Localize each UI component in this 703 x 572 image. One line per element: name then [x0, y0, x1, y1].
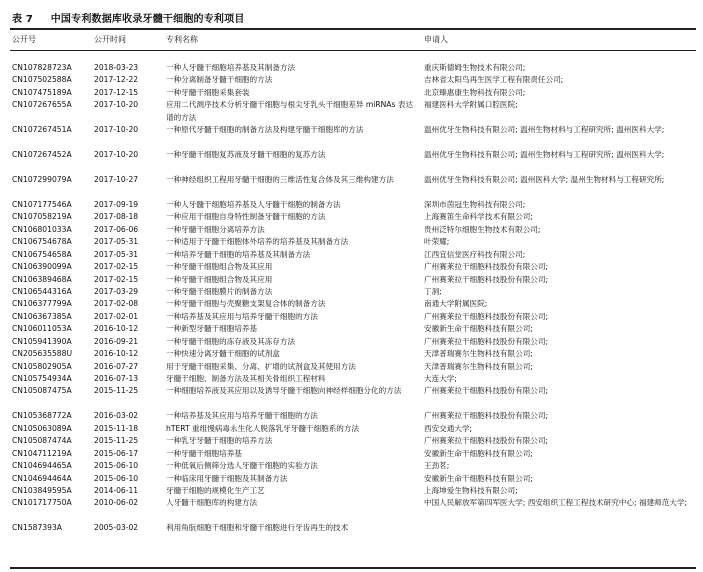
- table-caption: [12, 10, 245, 25]
- cell-title: 用于牙髓干细胞采集、分离、扩增的试剂盒及其使用方法: [166, 361, 356, 371]
- table-row: [0, 174, 703, 199]
- cell-applicant: 丁洞;: [424, 286, 442, 296]
- cell-pub-date: 2017-10-27: [94, 174, 139, 184]
- cell-applicant: 江西宜信堂医疗科技有限公司;: [424, 249, 526, 259]
- cell-pub-date: 2017-02-01: [94, 311, 139, 321]
- cell-pub-date: 2017-08-18: [94, 212, 139, 222]
- cell-applicant: 南通大学附属医院;: [424, 299, 488, 309]
- cell-title: 一种新型牙髓干细胞培养基: [166, 324, 258, 334]
- cell-pub-date: 2015-11-25: [94, 386, 139, 396]
- header-pub-date: 公开时间: [94, 35, 126, 44]
- cell-pub-no: CN105941390A: [12, 336, 72, 346]
- table-row: [0, 423, 703, 435]
- cell-applicant: 西安交通大学;: [424, 423, 473, 433]
- table-header: [0, 34, 703, 46]
- table-row: [0, 361, 703, 373]
- cell-title: 一种牙髓干细胞采集套装: [166, 87, 250, 97]
- table-row: [0, 448, 703, 460]
- cell-title: 一种牙髓干细胞分离培养方法: [166, 224, 265, 234]
- table-row: [0, 373, 703, 385]
- cell-title: 一种快速分离牙髓干细胞的试剂盒: [166, 349, 280, 359]
- cell-pub-no: CN107058219A: [12, 212, 72, 222]
- cell-pub-no: CN105087475A: [12, 386, 72, 396]
- header-applicant: 申请人: [424, 35, 448, 44]
- cell-pub-no: CN106754678A: [12, 237, 72, 247]
- cell-applicant: 大连大学;: [424, 374, 457, 383]
- cell-pub-no: CN105063089A: [12, 423, 72, 433]
- cell-pub-no: CN106754658A: [12, 249, 72, 259]
- cell-applicant: 温州优牙生物科技有限公司; 温州生物材料与工程研究所; 温州医科大学;: [424, 125, 665, 135]
- cell-applicant: 温州优牙生物科技有限公司; 温州医科大学; 温州生物材料与工程研究所;: [424, 174, 665, 184]
- cell-title: 一种低氧后侧筛分选人牙髓干细胞的实验方法: [166, 461, 318, 471]
- cell-applicant: 重庆斯德姆生物技术有限公司;: [424, 63, 526, 72]
- cell-pub-date: 2017-06-06: [94, 224, 139, 234]
- cell-pub-no: CN107267452A: [12, 150, 72, 160]
- table-row: [0, 224, 703, 236]
- cell-pub-date: 2017-05-31: [94, 237, 139, 247]
- cell-pub-no: CN107177546A: [12, 199, 72, 209]
- cell-pub-date: 2016-07-27: [94, 361, 139, 371]
- cell-applicant: 安徽新生命干细胞科技有限公司;: [424, 473, 533, 483]
- cell-title: 利用角朊细胞干细胞和牙髓干细胞进行牙齿再生的技术: [166, 523, 349, 533]
- cell-pub-no: CN106389468A: [12, 274, 72, 284]
- table-row: [0, 385, 703, 410]
- cell-pub-no: CN106390099A: [12, 262, 72, 272]
- cell-pub-date: 2017-12-22: [94, 75, 139, 85]
- cell-title: 一种细胞培养液及其应用以及诱导牙髓干细胞向神经样细胞分化的方法: [166, 386, 402, 396]
- table-row: [0, 261, 703, 273]
- table-row: [0, 74, 703, 86]
- table-row: [0, 249, 703, 261]
- cell-applicant: 中国人民解放军第四军医大学; 西安组织工程工程技术研究中心; 福建师范大学;: [424, 498, 688, 508]
- cell-title: 一种神经组织工程用牙髓干细胞的三维活性复合体及其三维构建方法: [166, 174, 394, 184]
- table-row: [0, 149, 703, 174]
- table-row: [0, 99, 703, 124]
- cell-pub-date: 2015-06-17: [94, 448, 139, 458]
- cell-pub-no: CN106011053A: [12, 324, 72, 334]
- table-row: [0, 124, 703, 149]
- cell-pub-no: CN106367385A: [12, 311, 72, 321]
- header-pub-no: 公开号: [12, 35, 36, 44]
- cell-pub-date: 2017-10-20: [94, 150, 139, 160]
- cell-pub-date: 2017-05-31: [94, 249, 139, 259]
- cell-title: 一种培养牙髓干细胞的培养基及其制备方法: [166, 249, 311, 259]
- cell-applicant: 广州赛莱拉干细胞科技股份有限公司;: [424, 436, 549, 446]
- cell-applicant: 天津普瑞赛尔生物科技有限公司;: [424, 361, 533, 371]
- cell-pub-date: 2017-02-08: [94, 299, 139, 309]
- cell-title: 一种牙髓干细胞组合物及其应用: [166, 274, 273, 284]
- cell-title: 一种人牙髓干细胞培养基及人牙髓干细胞的制备方法: [166, 199, 341, 209]
- cell-pub-no: CN104711219A: [12, 448, 72, 458]
- cell-pub-date: 2014-06-11: [94, 485, 139, 495]
- table-row: [0, 298, 703, 310]
- cell-applicant: 广州赛莱拉干细胞科技股份有限公司;: [424, 311, 549, 321]
- table-row: [0, 62, 703, 74]
- cell-applicant: 温州优牙生物科技有限公司; 温州生物材料与工程研究所; 温州医科大学;: [424, 150, 665, 160]
- cell-pub-date: 2017-10-20: [94, 125, 139, 135]
- table-row: [0, 410, 703, 422]
- table-row: [0, 199, 703, 211]
- cell-title: 牙髓干细胞的规模化生产工艺: [166, 485, 265, 495]
- table-row: [0, 460, 703, 472]
- cell-applicant: 广州赛莱拉干细胞科技股份有限公司;: [424, 262, 549, 272]
- table-bottom-rule: [10, 567, 696, 569]
- table-body: [0, 62, 703, 547]
- table-row: [0, 497, 703, 522]
- cell-pub-date: 2017-09-19: [94, 199, 139, 209]
- table-row: [0, 286, 703, 298]
- cell-applicant: 上海赛笛生命科学技术有限公司;: [424, 212, 533, 222]
- cell-title: 一种牙髓干细胞组合物及其应用: [166, 262, 273, 272]
- cell-title: 一种临床用牙髓干细胞及其制备方法: [166, 473, 288, 483]
- table-title: 中国专利数据库收录牙髓干细胞的专利项目: [50, 14, 245, 25]
- cell-pub-date: 2015-06-10: [94, 473, 139, 483]
- cell-title: 一种牙髓干细胞膜片的制备方法: [166, 286, 273, 296]
- cell-pub-no: CN105368772A: [12, 411, 72, 421]
- cell-pub-no: CN104694464A: [12, 473, 72, 483]
- cell-applicant: 广州赛莱拉干细胞科技股份有限公司;: [424, 386, 549, 396]
- cell-pub-date: 2016-10-12: [94, 324, 139, 334]
- cell-pub-date: 2015-06-10: [94, 461, 139, 471]
- cell-pub-no: CN106544316A: [12, 286, 72, 296]
- cell-pub-date: 2015-11-18: [94, 423, 139, 433]
- cell-pub-no: CN205635588U: [12, 349, 73, 359]
- cell-title: 一种乳牙牙髓干细胞的培养方法: [166, 436, 273, 446]
- cell-applicant: 广州赛莱拉干细胞科技股份有限公司;: [424, 274, 549, 284]
- cell-title: 一种人牙髓干细胞培养基及其制备方法: [166, 63, 296, 72]
- cell-title: 应用二代测序技术分析牙髓干细胞与根尖牙乳头干细胞差异 miRNAs 表达谱的方法: [166, 100, 414, 122]
- cell-pub-date: 2016-07-13: [94, 374, 139, 383]
- table-row: [0, 522, 703, 547]
- table-number: 表 7: [12, 14, 34, 25]
- cell-pub-date: 2017-10-20: [94, 100, 139, 110]
- cell-pub-no: CN1587393A: [12, 523, 62, 533]
- cell-pub-no: CN106801033A: [12, 224, 72, 234]
- cell-applicant: 贵州泛特尔细胞生物技术有限公司;: [424, 224, 541, 234]
- cell-pub-date: 2017-02-15: [94, 274, 139, 284]
- cell-pub-no: CN107267451A: [12, 125, 72, 135]
- cell-applicant: 叶荣耀;: [424, 237, 450, 247]
- cell-pub-date: 2010-06-02: [94, 498, 139, 508]
- cell-applicant: 安徽新生命干细胞科技有限公司;: [424, 448, 533, 458]
- cell-pub-date: 2016-09-21: [94, 336, 139, 346]
- table-row: [0, 323, 703, 335]
- cell-title: 牙髓干细胞、制备方法及其相关骨组织工程材料: [166, 374, 326, 383]
- cell-title: 一种牙髓干细胞与壳聚糖支架复合体的制备方法: [166, 299, 326, 309]
- cell-title: hTERT 重组慢病毒永生化人脱落乳牙牙髓干细胞系的方法: [166, 423, 360, 433]
- cell-title: 一种分离制备牙髓干细胞的方法: [166, 75, 273, 85]
- cell-pub-no: CN103849595A: [12, 485, 72, 495]
- cell-pub-date: 2016-10-12: [94, 349, 139, 359]
- cell-pub-date: 2015-11-25: [94, 436, 139, 446]
- header-title: 专利名称: [166, 35, 198, 44]
- cell-applicant: 天津普瑞赛尔生物科技有限公司;: [424, 349, 533, 359]
- cell-applicant: 深圳市茵冠生物科技有限公司;: [424, 199, 526, 209]
- cell-pub-no: CN107299079A: [12, 174, 72, 184]
- cell-pub-no: CN104694465A: [12, 461, 72, 471]
- table-row: [0, 211, 703, 223]
- cell-title: 一种应用干细胞自身特性制备牙髓干细胞的方法: [166, 212, 326, 222]
- cell-pub-no: CN105087474A: [12, 436, 72, 446]
- cell-title: 一种原代牙髓干细胞的制备方法及构建牙髓干细胞库的方法: [166, 125, 364, 135]
- cell-pub-no: CN107267655A: [12, 100, 72, 110]
- table-row: [0, 348, 703, 360]
- cell-pub-no: CN107502588A: [12, 75, 72, 85]
- table-row: [0, 87, 703, 99]
- cell-applicant: 安徽新生命干细胞科技有限公司;: [424, 324, 533, 334]
- cell-title: 一种牙髓干细胞的冻存液及其冻存方法: [166, 336, 296, 346]
- cell-title: 一种培养基及其应用与培养牙髓干细胞的方法: [166, 411, 318, 421]
- cell-title: 一种适用于牙髓干细胞体外培养的培养基及其制备方法: [166, 237, 349, 247]
- cell-applicant: 北京臻惠康生物科技有限公司;: [424, 87, 526, 97]
- cell-pub-date: 2016-03-02: [94, 411, 139, 421]
- cell-title: 一种牙髓干细胞培养基: [166, 448, 242, 458]
- cell-pub-date: 2017-03-29: [94, 286, 139, 296]
- cell-title: 一种培养基及其应用与培养牙髓干细胞的方法: [166, 311, 318, 321]
- table-row: [0, 435, 703, 447]
- cell-applicant: 广州赛莱拉干细胞科技股份有限公司;: [424, 411, 549, 421]
- cell-applicant: 吉林省太阳鸟再生医学工程有限责任公司;: [424, 75, 564, 85]
- table-header-rule: [10, 50, 696, 51]
- cell-applicant: 福建医科大学附属口腔医院;: [424, 100, 518, 110]
- cell-title: 人牙髓干细胞库的构建方法: [166, 498, 258, 508]
- table-row: [0, 485, 703, 497]
- cell-pub-date: 2017-02-15: [94, 262, 139, 272]
- cell-pub-no: CN107475189A: [12, 87, 72, 97]
- table-row: [0, 336, 703, 348]
- cell-pub-no: CN107828723A: [12, 63, 72, 72]
- cell-applicant: 王劲茗;: [424, 461, 450, 471]
- cell-applicant: 上海坤爱生物科技有限公司;: [424, 485, 518, 495]
- cell-pub-date: 2005-03-02: [94, 523, 139, 533]
- cell-applicant: 广州赛莱拉干细胞科技股份有限公司;: [424, 336, 549, 346]
- cell-pub-no: CN106377799A: [12, 299, 72, 309]
- table-row: [0, 311, 703, 323]
- table-row: [0, 473, 703, 485]
- table-row: [0, 274, 703, 286]
- cell-pub-date: 2017-12-15: [94, 87, 139, 97]
- cell-pub-no: CN105802905A: [12, 361, 72, 371]
- table-row: [0, 236, 703, 248]
- cell-pub-date: 2018-03-23: [94, 63, 139, 72]
- table-top-rule: [10, 28, 696, 30]
- cell-pub-no: CN101717750A: [12, 498, 72, 508]
- cell-pub-no: CN105754934A: [12, 374, 72, 383]
- cell-title: 一种牙髓干细胞复苏液及牙髓干细胞的复苏方法: [166, 150, 326, 160]
